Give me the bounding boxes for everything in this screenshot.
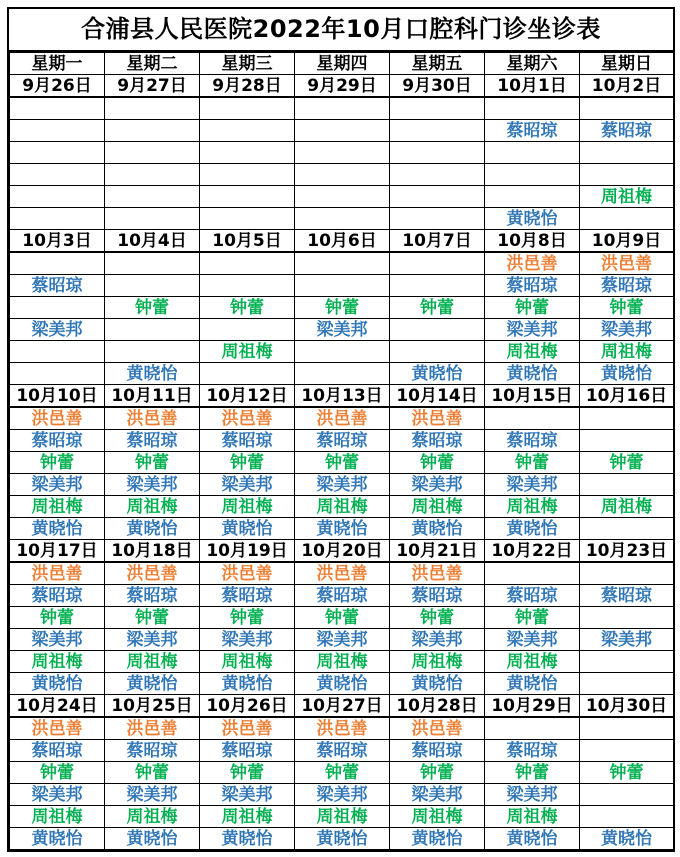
doctor-cell: 黄晓怡: [10, 828, 105, 850]
weekday-header: 星期一: [10, 53, 105, 75]
doctor-cell: 梁美邦: [200, 629, 295, 651]
doctor-cell: 梁美邦: [10, 319, 105, 341]
doctor-slot-row: [10, 186, 674, 208]
doctor-cell: 钟蕾: [200, 452, 295, 474]
date-cell: 10月2日: [580, 75, 674, 98]
doctor-cell: [200, 186, 295, 208]
doctor-cell: 周祖梅: [390, 651, 485, 673]
doctor-slot-row: [10, 673, 674, 695]
doctor-cell: [295, 252, 390, 275]
schedule-sheet: [7, 7, 675, 852]
doctor-cell: [10, 164, 105, 186]
doctor-cell: [295, 164, 390, 186]
doctor-cell: [485, 186, 580, 208]
doctor-cell: [580, 164, 674, 186]
doctor-cell: 钟蕾: [10, 607, 105, 629]
date-cell: 10月24日: [10, 695, 105, 718]
doctor-cell: 钟蕾: [390, 607, 485, 629]
doctor-cell: 周祖梅: [580, 186, 674, 208]
doctor-cell: 周祖梅: [200, 496, 295, 518]
doctor-cell: [295, 142, 390, 164]
doctor-cell: [390, 186, 485, 208]
doctor-cell: 洪邑善: [295, 407, 390, 430]
doctor-cell: 黄晓怡: [105, 518, 200, 540]
doctor-cell: [485, 562, 580, 585]
doctor-cell: [295, 363, 390, 385]
doctor-cell: [580, 518, 674, 540]
doctor-cell: 钟蕾: [390, 452, 485, 474]
doctor-cell: [200, 97, 295, 120]
doctor-cell: [200, 252, 295, 275]
doctor-slot-row: [10, 784, 674, 806]
date-cell: 10月15日: [485, 385, 580, 408]
doctor-cell: 钟蕾: [200, 297, 295, 319]
date-row: [10, 230, 674, 253]
doctor-slot-row: [10, 407, 674, 430]
weekday-header: 星期日: [580, 53, 674, 75]
doctor-cell: [390, 97, 485, 120]
doctor-cell: 黄晓怡: [10, 518, 105, 540]
doctor-cell: 钟蕾: [105, 607, 200, 629]
doctor-cell: 钟蕾: [485, 297, 580, 319]
doctor-cell: [390, 252, 485, 275]
doctor-cell: [200, 120, 295, 142]
date-cell: 10月21日: [390, 540, 485, 563]
doctor-cell: 蔡昭琼: [295, 430, 390, 452]
doctor-cell: 梁美邦: [295, 474, 390, 496]
doctor-cell: [580, 806, 674, 828]
doctor-cell: [580, 562, 674, 585]
doctor-cell: 梁美邦: [485, 319, 580, 341]
doctor-cell: [295, 275, 390, 297]
doctor-cell: 洪邑善: [390, 717, 485, 740]
doctor-cell: 周祖梅: [10, 496, 105, 518]
doctor-cell: 黄晓怡: [295, 673, 390, 695]
doctor-slot-row: [10, 97, 674, 120]
doctor-cell: 钟蕾: [390, 297, 485, 319]
date-cell: 10月16日: [580, 385, 674, 408]
doctor-cell: 周祖梅: [200, 806, 295, 828]
doctor-cell: 钟蕾: [390, 762, 485, 784]
doctor-cell: [295, 186, 390, 208]
doctor-cell: [10, 297, 105, 319]
doctor-cell: [580, 784, 674, 806]
doctor-slot-row: [10, 651, 674, 673]
doctor-cell: 周祖梅: [485, 806, 580, 828]
doctor-cell: [390, 319, 485, 341]
doctor-cell: 黄晓怡: [105, 673, 200, 695]
doctor-cell: [200, 142, 295, 164]
doctor-cell: 梁美邦: [390, 629, 485, 651]
doctor-cell: [485, 164, 580, 186]
doctor-cell: 黄晓怡: [580, 828, 674, 850]
doctor-cell: 梁美邦: [295, 319, 390, 341]
doctor-cell: [580, 142, 674, 164]
doctor-cell: 梁美邦: [10, 784, 105, 806]
date-cell: 10月29日: [485, 695, 580, 718]
doctor-cell: 蔡昭琼: [295, 740, 390, 762]
doctor-cell: 周祖梅: [485, 651, 580, 673]
doctor-cell: 蔡昭琼: [105, 740, 200, 762]
doctor-cell: 周祖梅: [580, 496, 674, 518]
date-cell: 10月14日: [390, 385, 485, 408]
doctor-cell: 蔡昭琼: [485, 740, 580, 762]
doctor-cell: 周祖梅: [295, 806, 390, 828]
doctor-cell: 周祖梅: [10, 651, 105, 673]
doctor-cell: 蔡昭琼: [390, 585, 485, 607]
date-cell: 10月17日: [10, 540, 105, 563]
date-cell: 10月20日: [295, 540, 390, 563]
doctor-cell: [105, 120, 200, 142]
date-row: [10, 385, 674, 408]
doctor-cell: 黄晓怡: [485, 208, 580, 230]
doctor-cell: 洪邑善: [10, 717, 105, 740]
doctor-cell: 蔡昭琼: [580, 120, 674, 142]
doctor-cell: 周祖梅: [295, 651, 390, 673]
date-cell: 10月11日: [105, 385, 200, 408]
doctor-cell: [10, 341, 105, 363]
doctor-cell: [105, 186, 200, 208]
doctor-cell: [580, 651, 674, 673]
doctor-cell: 黄晓怡: [295, 518, 390, 540]
date-cell: 9月26日: [10, 75, 105, 98]
doctor-cell: [295, 341, 390, 363]
date-cell: 10月27日: [295, 695, 390, 718]
doctor-cell: 钟蕾: [105, 762, 200, 784]
doctor-cell: 周祖梅: [580, 341, 674, 363]
doctor-cell: 梁美邦: [105, 629, 200, 651]
date-cell: 10月9日: [580, 230, 674, 253]
doctor-slot-row: [10, 806, 674, 828]
doctor-cell: 洪邑善: [485, 252, 580, 275]
doctor-cell: 周祖梅: [295, 496, 390, 518]
doctor-cell: 洪邑善: [10, 562, 105, 585]
doctor-cell: 黄晓怡: [105, 828, 200, 850]
doctor-cell: [390, 275, 485, 297]
doctor-cell: [580, 607, 674, 629]
doctor-cell: 蔡昭琼: [580, 275, 674, 297]
date-cell: 10月25日: [105, 695, 200, 718]
doctor-cell: 周祖梅: [105, 496, 200, 518]
doctor-cell: 蔡昭琼: [200, 740, 295, 762]
doctor-cell: 黄晓怡: [200, 673, 295, 695]
doctor-cell: [580, 407, 674, 430]
date-cell: 9月27日: [105, 75, 200, 98]
doctor-cell: 梁美邦: [200, 474, 295, 496]
doctor-cell: 黄晓怡: [580, 363, 674, 385]
doctor-cell: 蔡昭琼: [295, 585, 390, 607]
doctor-cell: [390, 341, 485, 363]
weekday-header-row: [10, 53, 674, 75]
doctor-cell: 黄晓怡: [10, 673, 105, 695]
date-row: [10, 75, 674, 98]
doctor-cell: [295, 120, 390, 142]
doctor-cell: [485, 717, 580, 740]
doctor-cell: 周祖梅: [390, 806, 485, 828]
doctor-slot-row: [10, 762, 674, 784]
doctor-cell: 钟蕾: [485, 762, 580, 784]
doctor-cell: 梁美邦: [580, 319, 674, 341]
doctor-cell: 黄晓怡: [200, 828, 295, 850]
doctor-cell: 洪邑善: [200, 562, 295, 585]
doctor-cell: 钟蕾: [200, 607, 295, 629]
doctor-cell: [295, 97, 390, 120]
doctor-cell: [390, 208, 485, 230]
doctor-cell: [10, 363, 105, 385]
doctor-cell: [200, 363, 295, 385]
doctor-cell: 钟蕾: [485, 607, 580, 629]
doctor-cell: 钟蕾: [105, 297, 200, 319]
doctor-slot-row: [10, 518, 674, 540]
doctor-cell: [485, 97, 580, 120]
doctor-cell: [390, 164, 485, 186]
doctor-cell: 蔡昭琼: [580, 585, 674, 607]
doctor-cell: [390, 142, 485, 164]
date-cell: 10月23日: [580, 540, 674, 563]
doctor-cell: [105, 142, 200, 164]
doctor-cell: 黄晓怡: [390, 363, 485, 385]
doctor-cell: 黄晓怡: [485, 518, 580, 540]
date-cell: 9月30日: [390, 75, 485, 98]
doctor-cell: 洪邑善: [390, 407, 485, 430]
doctor-cell: 钟蕾: [10, 762, 105, 784]
doctor-cell: 钟蕾: [295, 452, 390, 474]
doctor-slot-row: [10, 629, 674, 651]
doctor-cell: 黄晓怡: [390, 828, 485, 850]
doctor-cell: [200, 319, 295, 341]
weekday-header: 星期三: [200, 53, 295, 75]
doctor-slot-row: [10, 208, 674, 230]
doctor-cell: [200, 208, 295, 230]
date-row: [10, 540, 674, 563]
doctor-cell: 黄晓怡: [105, 363, 200, 385]
doctor-cell: 蔡昭琼: [485, 120, 580, 142]
date-cell: 10月28日: [390, 695, 485, 718]
doctor-cell: 钟蕾: [10, 452, 105, 474]
doctor-cell: 钟蕾: [105, 452, 200, 474]
doctor-cell: 洪邑善: [105, 717, 200, 740]
doctor-cell: 梁美邦: [10, 629, 105, 651]
doctor-cell: [485, 407, 580, 430]
doctor-cell: 洪邑善: [390, 562, 485, 585]
date-cell: 10月5日: [200, 230, 295, 253]
doctor-cell: 洪邑善: [200, 407, 295, 430]
date-cell: 10月4日: [105, 230, 200, 253]
doctor-cell: [105, 164, 200, 186]
doctor-cell: 蔡昭琼: [485, 430, 580, 452]
doctor-cell: [580, 673, 674, 695]
doctor-cell: 蔡昭琼: [485, 275, 580, 297]
doctor-cell: 蔡昭琼: [390, 430, 485, 452]
doctor-cell: [200, 275, 295, 297]
doctor-cell: 钟蕾: [295, 762, 390, 784]
date-cell: 10月1日: [485, 75, 580, 98]
doctor-slot-row: [10, 585, 674, 607]
doctor-cell: 周祖梅: [105, 651, 200, 673]
doctor-cell: [10, 208, 105, 230]
doctor-cell: 蔡昭琼: [105, 585, 200, 607]
doctor-cell: 周祖梅: [200, 651, 295, 673]
doctor-cell: 蔡昭琼: [200, 585, 295, 607]
doctor-cell: 黄晓怡: [200, 518, 295, 540]
doctor-cell: 黄晓怡: [485, 828, 580, 850]
doctor-slot-row: [10, 452, 674, 474]
doctor-cell: 黄晓怡: [295, 828, 390, 850]
doctor-cell: 洪邑善: [105, 562, 200, 585]
doctor-cell: [580, 430, 674, 452]
doctor-slot-row: [10, 164, 674, 186]
doctor-slot-row: [10, 142, 674, 164]
doctor-cell: 洪邑善: [580, 252, 674, 275]
doctor-cell: [10, 142, 105, 164]
doctor-cell: [580, 97, 674, 120]
doctor-cell: 周祖梅: [390, 496, 485, 518]
doctor-cell: 梁美邦: [485, 629, 580, 651]
doctor-cell: [10, 120, 105, 142]
weekday-header: 星期五: [390, 53, 485, 75]
doctor-cell: [105, 252, 200, 275]
page-title: 合浦县人民医院2022年10月口腔科门诊坐诊表: [9, 9, 673, 52]
weekday-header: 星期四: [295, 53, 390, 75]
date-cell: 10月10日: [10, 385, 105, 408]
doctor-cell: 蔡昭琼: [10, 430, 105, 452]
date-cell: 10月6日: [295, 230, 390, 253]
doctor-cell: 梁美邦: [295, 784, 390, 806]
doctor-cell: [390, 120, 485, 142]
doctor-cell: 蔡昭琼: [10, 740, 105, 762]
doctor-cell: 钟蕾: [485, 452, 580, 474]
doctor-cell: 蔡昭琼: [10, 585, 105, 607]
doctor-cell: 梁美邦: [10, 474, 105, 496]
doctor-cell: 钟蕾: [580, 762, 674, 784]
doctor-cell: 梁美邦: [105, 784, 200, 806]
doctor-slot-row: [10, 363, 674, 385]
date-cell: 10月26日: [200, 695, 295, 718]
doctor-cell: [105, 97, 200, 120]
doctor-cell: 梁美邦: [200, 784, 295, 806]
doctor-cell: 洪邑善: [105, 407, 200, 430]
doctor-cell: 钟蕾: [580, 452, 674, 474]
doctor-cell: 钟蕾: [295, 297, 390, 319]
date-cell: 10月8日: [485, 230, 580, 253]
date-cell: 10月7日: [390, 230, 485, 253]
doctor-cell: 梁美邦: [580, 629, 674, 651]
doctor-cell: 蔡昭琼: [10, 275, 105, 297]
doctor-cell: [105, 275, 200, 297]
doctor-cell: [580, 740, 674, 762]
doctor-slot-row: [10, 297, 674, 319]
doctor-slot-row: [10, 319, 674, 341]
doctor-cell: 梁美邦: [295, 629, 390, 651]
doctor-cell: 钟蕾: [200, 762, 295, 784]
doctor-cell: [105, 341, 200, 363]
doctor-cell: 洪邑善: [295, 717, 390, 740]
doctor-cell: 梁美邦: [390, 784, 485, 806]
date-row: [10, 695, 674, 718]
doctor-slot-row: [10, 474, 674, 496]
date-cell: 10月19日: [200, 540, 295, 563]
date-cell: 10月22日: [485, 540, 580, 563]
doctor-cell: [105, 319, 200, 341]
doctor-slot-row: [10, 740, 674, 762]
doctor-slot-row: [10, 496, 674, 518]
doctor-cell: 周祖梅: [10, 806, 105, 828]
date-cell: 10月13日: [295, 385, 390, 408]
doctor-cell: [10, 252, 105, 275]
date-cell: 10月30日: [580, 695, 674, 718]
doctor-cell: [10, 186, 105, 208]
date-cell: 9月28日: [200, 75, 295, 98]
doctor-cell: [580, 717, 674, 740]
doctor-slot-row: [10, 275, 674, 297]
doctor-cell: [105, 208, 200, 230]
doctor-slot-row: [10, 828, 674, 850]
doctor-cell: 梁美邦: [485, 474, 580, 496]
doctor-cell: 洪邑善: [295, 562, 390, 585]
doctor-slot-row: [10, 252, 674, 275]
weekday-header: 星期六: [485, 53, 580, 75]
doctor-cell: 蔡昭琼: [390, 740, 485, 762]
doctor-cell: 梁美邦: [390, 474, 485, 496]
schedule-table: [9, 52, 674, 850]
date-cell: 10月18日: [105, 540, 200, 563]
doctor-cell: 黄晓怡: [390, 673, 485, 695]
doctor-slot-row: [10, 430, 674, 452]
doctor-cell: [200, 164, 295, 186]
doctor-slot-row: [10, 607, 674, 629]
doctor-slot-row: [10, 562, 674, 585]
doctor-cell: 洪邑善: [200, 717, 295, 740]
doctor-cell: [580, 208, 674, 230]
doctor-cell: 周祖梅: [105, 806, 200, 828]
doctor-cell: 梁美邦: [105, 474, 200, 496]
doctor-cell: [580, 474, 674, 496]
doctor-cell: [295, 208, 390, 230]
doctor-cell: 蔡昭琼: [200, 430, 295, 452]
doctor-cell: 黄晓怡: [390, 518, 485, 540]
doctor-cell: 黄晓怡: [485, 673, 580, 695]
doctor-cell: 黄晓怡: [485, 363, 580, 385]
doctor-cell: 周祖梅: [485, 496, 580, 518]
doctor-cell: 蔡昭琼: [485, 585, 580, 607]
date-cell: 9月29日: [295, 75, 390, 98]
doctor-cell: [10, 97, 105, 120]
doctor-cell: 钟蕾: [295, 607, 390, 629]
weekday-header: 星期二: [105, 53, 200, 75]
doctor-slot-row: [10, 717, 674, 740]
doctor-cell: 周祖梅: [200, 341, 295, 363]
date-cell: 10月12日: [200, 385, 295, 408]
doctor-cell: 周祖梅: [485, 341, 580, 363]
doctor-cell: 蔡昭琼: [105, 430, 200, 452]
doctor-slot-row: [10, 120, 674, 142]
doctor-slot-row: [10, 341, 674, 363]
date-cell: 10月3日: [10, 230, 105, 253]
doctor-cell: 梁美邦: [485, 784, 580, 806]
doctor-cell: 洪邑善: [10, 407, 105, 430]
doctor-cell: 钟蕾: [580, 297, 674, 319]
doctor-cell: [485, 142, 580, 164]
schedule-body: [10, 53, 674, 850]
